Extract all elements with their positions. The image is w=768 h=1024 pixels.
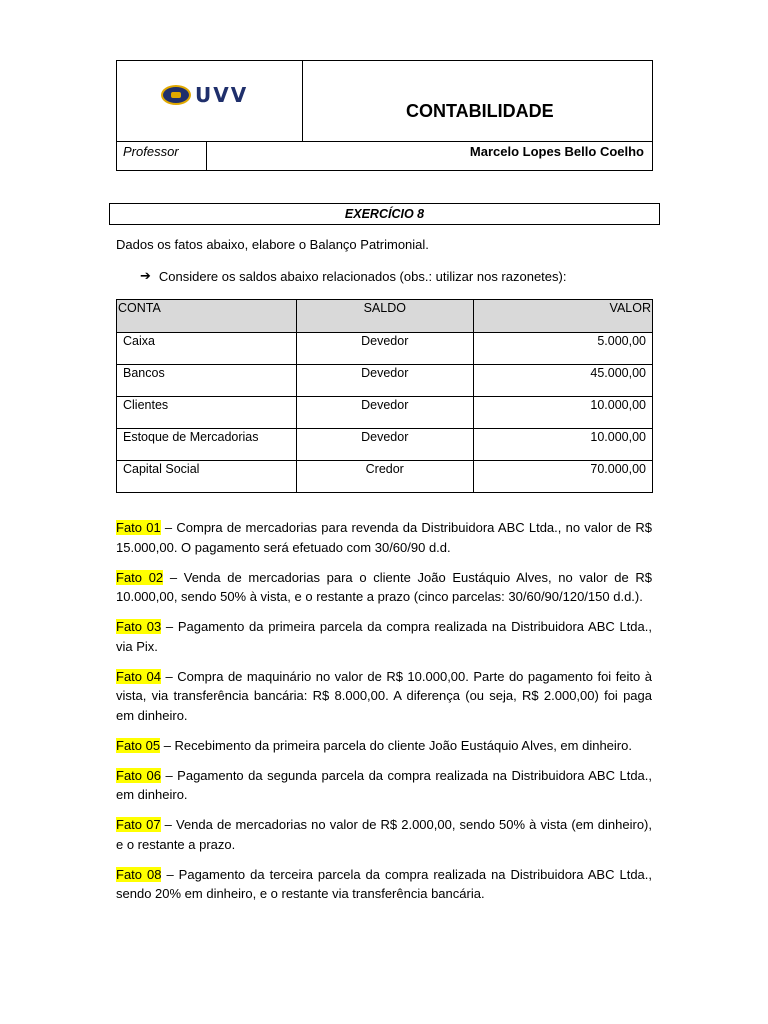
fact-item xyxy=(116,815,652,854)
fact-item xyxy=(116,736,652,756)
cell-conta: Clientes xyxy=(117,397,297,429)
cell-conta: Caixa xyxy=(117,333,297,365)
fact-item xyxy=(116,865,652,904)
fact-text: – Venda de mercadorias no valor de R$ 2.000,00, sendo 50% à vista (em dinheiro), e o restante a prazo. xyxy=(116,817,652,852)
table-row xyxy=(117,333,653,365)
fact-item xyxy=(116,766,652,805)
cell-valor: 10.000,00 xyxy=(473,397,652,429)
uvv-logo xyxy=(161,83,248,107)
cell-conta: Bancos xyxy=(117,365,297,397)
bullet-line xyxy=(140,268,566,284)
cell-conta: Estoque de Mercadorias xyxy=(117,429,297,461)
cell-valor: 70.000,00 xyxy=(473,461,652,493)
fact-text: – Compra de maquinário no valor de R$ 10.000,00. Parte do pagamento foi feito à vista, via transferência bancária: R$ 8.000,00. A diferença (ou seja, R$ 2.000,00) foi paga em dinheiro. xyxy=(116,668,652,723)
table-row xyxy=(117,365,653,397)
fact-item xyxy=(116,667,652,726)
fact-label: Fato 05 xyxy=(116,737,161,753)
cell-valor: 10.000,00 xyxy=(473,429,652,461)
professor-name: Marcelo Lopes Bello Coelho xyxy=(469,144,644,159)
page-title: CONTABILIDADE xyxy=(406,101,554,121)
column-header-saldo: SALDO xyxy=(296,300,473,333)
table-row xyxy=(117,461,653,493)
arrow-right-icon: ➔ xyxy=(140,268,151,283)
cell-saldo: Devedor xyxy=(296,397,473,429)
fact-label: Fato 08 xyxy=(116,866,162,882)
intro-text: Dados os fatos abaixo, elabore o Balanço Patrimonial. xyxy=(116,237,429,252)
table-header-row xyxy=(117,300,653,333)
cell-valor: 45.000,00 xyxy=(473,365,652,397)
logo-cell xyxy=(117,61,303,141)
cell-saldo: Credor xyxy=(296,461,473,493)
facts-list xyxy=(116,518,652,914)
column-header-conta: CONTA xyxy=(117,300,297,333)
title-cell xyxy=(303,61,652,141)
fact-item xyxy=(116,568,652,607)
fact-text: – Venda de mercadorias para o cliente João Eustáquio Alves, no valor de R$ 10.000,00, sendo 50% à vista, e o restante a prazo (cinco parcelas: 30/60/90/120/150 d.d.). xyxy=(116,569,652,604)
table-row xyxy=(117,397,653,429)
fact-label: Fato 07 xyxy=(116,817,161,832)
fact-label: Fato 03 xyxy=(116,619,162,634)
cell-conta: Capital Social xyxy=(117,461,297,493)
cell-saldo: Devedor xyxy=(296,365,473,397)
bullet-text: Considere os saldos abaixo relacionados (obs.: utilizar nos razonetes): xyxy=(158,268,567,284)
professor-label: Professor xyxy=(117,142,207,171)
document-header xyxy=(116,60,653,171)
uvv-seal-icon xyxy=(161,85,191,105)
fact-text: – Pagamento da segunda parcela da compra realizada na Distribuidora ABC Ltda., em dinheiro. xyxy=(116,767,653,802)
cell-saldo: Devedor xyxy=(296,429,473,461)
fact-text: – Pagamento da terceira parcela da compra realizada na Distribuidora ABC Ltda., sendo 20% em dinheiro, e o restante via transferência bancária. xyxy=(116,866,652,901)
professor-row xyxy=(117,141,652,170)
fact-item xyxy=(116,617,652,656)
table-row xyxy=(117,429,653,461)
fact-text: – Recebimento da primeira parcela do cliente João Eustáquio Alves, em dinheiro. xyxy=(160,737,632,753)
fact-text: – Pagamento da primeira parcela da compra realizada na Distribuidora ABC Ltda., via Pix. xyxy=(116,619,652,654)
logo-text: UVV xyxy=(195,83,249,107)
fact-item xyxy=(116,518,652,557)
fact-label: Fato 02 xyxy=(116,569,164,585)
exercise-title: EXERCÍCIO 8 xyxy=(109,203,660,225)
cell-saldo: Devedor xyxy=(296,333,473,365)
fact-label: Fato 01 xyxy=(116,520,161,535)
cell-valor: 5.000,00 xyxy=(473,333,652,365)
fact-label: Fato 06 xyxy=(116,767,161,783)
column-header-valor: VALOR xyxy=(473,300,652,333)
fact-label: Fato 04 xyxy=(116,668,161,684)
fact-text: – Compra de mercadorias para revenda da Distribuidora ABC Ltda., no valor de R$ 15.000,00. O pagamento será efetuado com 30/60/90 d.d. xyxy=(116,520,652,555)
balances-table xyxy=(116,299,653,493)
